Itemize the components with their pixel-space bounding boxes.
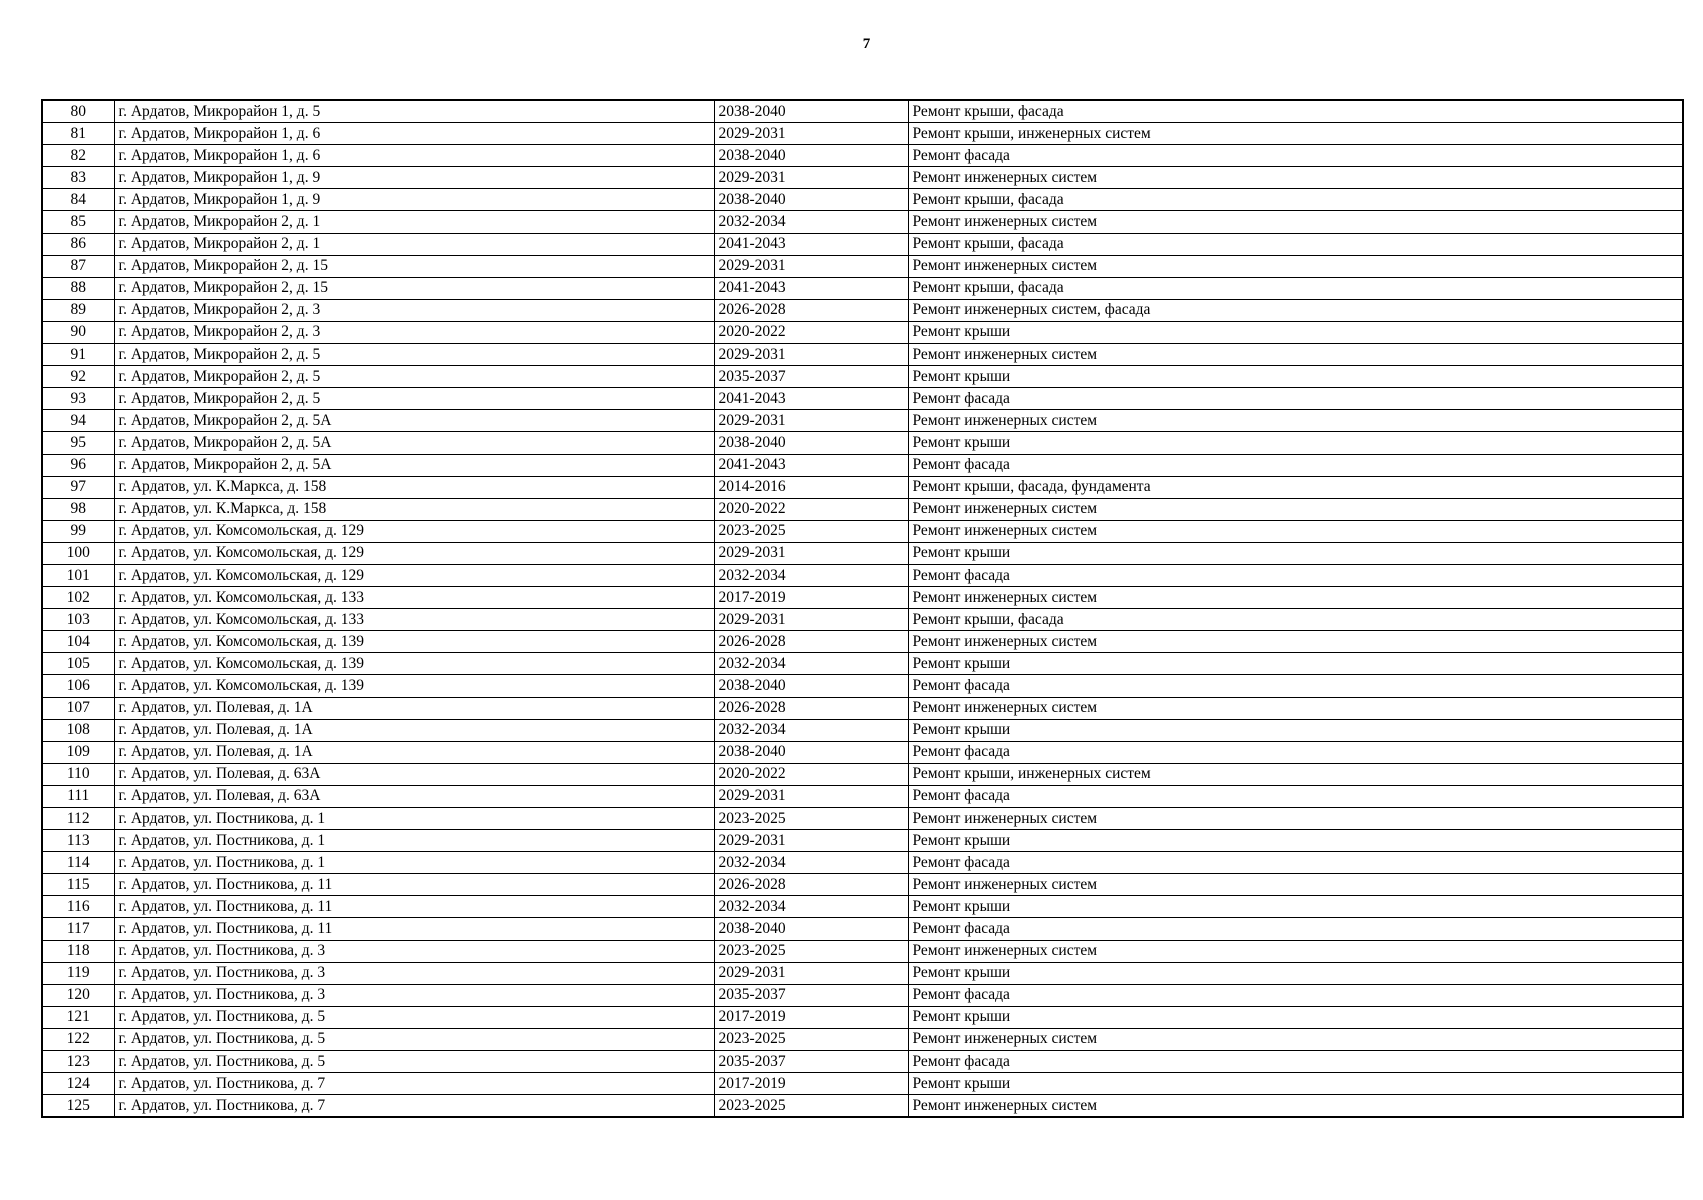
work-type-cell: Ремонт крыши [908,962,1683,984]
work-type-cell: Ремонт крыши, фасада, фундамента [908,476,1683,498]
period-cell: 2029-2031 [714,255,908,277]
address-cell: г. Ардатов, Микрорайон 2, д. 5 [114,388,714,410]
table-row [42,123,1683,145]
row-number: 123 [42,1051,114,1073]
address-cell: г. Ардатов, ул. Постникова, д. 3 [114,984,714,1006]
period-cell: 2026-2028 [714,697,908,719]
period-cell: 2035-2037 [714,984,908,1006]
work-type-cell: Ремонт инженерных систем [908,631,1683,653]
period-cell: 2023-2025 [714,808,908,830]
address-cell: г. Ардатов, ул. Комсомольская, д. 129 [114,520,714,542]
address-cell: г. Ардатов, ул. Комсомольская, д. 129 [114,542,714,564]
period-cell: 2023-2025 [714,520,908,542]
row-number: 104 [42,631,114,653]
table-row [42,520,1683,542]
work-type-cell: Ремонт инженерных систем [908,520,1683,542]
period-cell: 2041-2043 [714,454,908,476]
address-cell: г. Ардатов, ул. Комсомольская, д. 133 [114,609,714,631]
work-type-cell: Ремонт фасада [908,1051,1683,1073]
table-row [42,609,1683,631]
period-cell: 2026-2028 [714,299,908,321]
row-number: 102 [42,587,114,609]
table-row [42,255,1683,277]
work-type-cell: Ремонт крыши, фасада [908,100,1683,123]
address-cell: г. Ардатов, ул. Постникова, д. 3 [114,940,714,962]
work-type-cell: Ремонт инженерных систем [908,697,1683,719]
period-cell: 2038-2040 [714,189,908,211]
work-type-cell: Ремонт крыши [908,719,1683,741]
work-type-cell: Ремонт фасада [908,984,1683,1006]
table-row [42,874,1683,896]
work-type-cell: Ремонт инженерных систем [908,498,1683,520]
table-row [42,1095,1683,1118]
period-cell: 2029-2031 [714,410,908,432]
work-type-cell: Ремонт инженерных систем [908,410,1683,432]
table-row [42,962,1683,984]
period-cell: 2038-2040 [714,741,908,763]
period-cell: 2029-2031 [714,123,908,145]
address-cell: г. Ардатов, Микрорайон 2, д. 5А [114,432,714,454]
period-cell: 2035-2037 [714,366,908,388]
table-row [42,189,1683,211]
address-cell: г. Ардатов, ул. Комсомольская, д. 133 [114,587,714,609]
row-number: 120 [42,984,114,1006]
period-cell: 2023-2025 [714,1028,908,1050]
row-number: 103 [42,609,114,631]
row-number: 114 [42,852,114,874]
table-row [42,100,1683,123]
address-cell: г. Ардатов, ул. Комсомольская, д. 139 [114,631,714,653]
address-cell: г. Ардатов, ул. Постникова, д. 11 [114,896,714,918]
period-cell: 2029-2031 [714,167,908,189]
period-cell: 2035-2037 [714,1051,908,1073]
row-number: 119 [42,962,114,984]
table-row [42,498,1683,520]
work-type-cell: Ремонт фасада [908,785,1683,807]
row-number: 109 [42,741,114,763]
table-row [42,167,1683,189]
work-type-cell: Ремонт инженерных систем [908,1028,1683,1050]
work-type-cell: Ремонт инженерных систем [908,211,1683,233]
work-type-cell: Ремонт инженерных систем [908,940,1683,962]
row-number: 92 [42,366,114,388]
period-cell: 2026-2028 [714,631,908,653]
work-type-cell: Ремонт фасада [908,388,1683,410]
work-type-cell: Ремонт инженерных систем [908,255,1683,277]
work-type-cell: Ремонт крыши [908,830,1683,852]
period-cell: 2032-2034 [714,896,908,918]
row-number: 91 [42,344,114,366]
row-number: 87 [42,255,114,277]
address-cell: г. Ардатов, ул. Полевая, д. 1А [114,741,714,763]
work-type-cell: Ремонт крыши, инженерных систем [908,123,1683,145]
row-number: 80 [42,100,114,123]
address-cell: г. Ардатов, ул. Полевая, д. 63А [114,763,714,785]
period-cell: 2038-2040 [714,675,908,697]
period-cell: 2041-2043 [714,233,908,255]
work-type-cell: Ремонт крыши [908,366,1683,388]
table-row [42,145,1683,167]
period-cell: 2041-2043 [714,388,908,410]
row-number: 108 [42,719,114,741]
table-row [42,321,1683,343]
table-row [42,1028,1683,1050]
period-cell: 2032-2034 [714,653,908,675]
row-number: 105 [42,653,114,675]
period-cell: 2026-2028 [714,874,908,896]
address-cell: г. Ардатов, Микрорайон 1, д. 5 [114,100,714,123]
period-cell: 2017-2019 [714,587,908,609]
address-cell: г. Ардатов, Микрорайон 2, д. 5А [114,410,714,432]
period-cell: 2017-2019 [714,1073,908,1095]
address-cell: г. Ардатов, Микрорайон 1, д. 6 [114,123,714,145]
work-type-cell: Ремонт крыши [908,542,1683,564]
row-number: 124 [42,1073,114,1095]
row-number: 117 [42,918,114,940]
period-cell: 2029-2031 [714,830,908,852]
address-cell: г. Ардатов, ул. Постникова, д. 11 [114,874,714,896]
address-cell: г. Ардатов, Микрорайон 1, д. 9 [114,189,714,211]
period-cell: 2029-2031 [714,344,908,366]
address-cell: г. Ардатов, Микрорайон 2, д. 5 [114,344,714,366]
period-cell: 2032-2034 [714,719,908,741]
period-cell: 2029-2031 [714,609,908,631]
row-number: 116 [42,896,114,918]
work-type-cell: Ремонт крыши [908,1073,1683,1095]
work-type-cell: Ремонт фасада [908,852,1683,874]
table-row [42,852,1683,874]
table-row [42,830,1683,852]
period-cell: 2038-2040 [714,918,908,940]
table-row [42,542,1683,564]
address-cell: г. Ардатов, ул. Полевая, д. 1А [114,697,714,719]
period-cell: 2038-2040 [714,100,908,123]
row-number: 93 [42,388,114,410]
table-row [42,918,1683,940]
address-cell: г. Ардатов, ул. К.Маркса, д. 158 [114,498,714,520]
address-cell: г. Ардатов, ул. Полевая, д. 1А [114,719,714,741]
period-cell: 2029-2031 [714,542,908,564]
row-number: 106 [42,675,114,697]
address-cell: г. Ардатов, ул. Постникова, д. 1 [114,808,714,830]
work-type-cell: Ремонт крыши [908,321,1683,343]
address-cell: г. Ардатов, ул. Постникова, д. 7 [114,1073,714,1095]
table-row [42,476,1683,498]
row-number: 84 [42,189,114,211]
table-row [42,454,1683,476]
table-row [42,808,1683,830]
work-type-cell: Ремонт фасада [908,675,1683,697]
table-row [42,984,1683,1006]
table-row [42,410,1683,432]
period-cell: 2023-2025 [714,1095,908,1118]
address-cell: г. Ардатов, ул. Комсомольская, д. 139 [114,675,714,697]
address-cell: г. Ардатов, Микрорайон 2, д. 5 [114,366,714,388]
table-row [42,587,1683,609]
period-cell: 2014-2016 [714,476,908,498]
row-number: 82 [42,145,114,167]
table-row [42,631,1683,653]
work-type-cell: Ремонт крыши [908,896,1683,918]
row-number: 107 [42,697,114,719]
address-cell: г. Ардатов, ул. Постникова, д. 1 [114,852,714,874]
work-type-cell: Ремонт крыши, фасада [908,189,1683,211]
work-type-cell: Ремонт инженерных систем [908,344,1683,366]
row-number: 100 [42,542,114,564]
table-row [42,299,1683,321]
table-row [42,896,1683,918]
row-number: 89 [42,299,114,321]
row-number: 99 [42,520,114,542]
address-cell: г. Ардатов, ул. Постникова, д. 5 [114,1051,714,1073]
row-number: 115 [42,874,114,896]
table-row [42,344,1683,366]
period-cell: 2032-2034 [714,564,908,586]
work-type-cell: Ремонт фасада [908,145,1683,167]
row-number: 113 [42,830,114,852]
work-type-cell: Ремонт инженерных систем [908,1095,1683,1118]
table-row [42,1073,1683,1095]
table-row [42,432,1683,454]
address-cell: г. Ардатов, Микрорайон 2, д. 3 [114,321,714,343]
address-cell: г. Ардатов, ул. Постникова, д. 11 [114,918,714,940]
row-number: 96 [42,454,114,476]
row-number: 125 [42,1095,114,1118]
period-cell: 2032-2034 [714,211,908,233]
row-number: 83 [42,167,114,189]
table-row [42,366,1683,388]
period-cell: 2017-2019 [714,1006,908,1028]
row-number: 110 [42,763,114,785]
period-cell: 2038-2040 [714,145,908,167]
address-cell: г. Ардатов, ул. Постникова, д. 5 [114,1006,714,1028]
address-cell: г. Ардатов, Микрорайон 1, д. 6 [114,145,714,167]
work-type-cell: Ремонт крыши, фасада [908,233,1683,255]
address-cell: г. Ардатов, Микрорайон 2, д. 3 [114,299,714,321]
address-cell: г. Ардатов, ул. Постникова, д. 7 [114,1095,714,1118]
work-type-cell: Ремонт фасада [908,741,1683,763]
row-number: 90 [42,321,114,343]
table-row [42,233,1683,255]
table-row [42,1006,1683,1028]
row-number: 85 [42,211,114,233]
period-cell: 2020-2022 [714,498,908,520]
work-type-cell: Ремонт крыши, фасада [908,277,1683,299]
address-cell: г. Ардатов, ул. Полевая, д. 63А [114,785,714,807]
row-number: 101 [42,564,114,586]
row-number: 122 [42,1028,114,1050]
row-number: 88 [42,277,114,299]
row-number: 94 [42,410,114,432]
work-type-cell: Ремонт крыши, фасада [908,609,1683,631]
period-cell: 2029-2031 [714,785,908,807]
row-number: 97 [42,476,114,498]
period-cell: 2038-2040 [714,432,908,454]
work-type-cell: Ремонт фасада [908,918,1683,940]
row-number: 81 [42,123,114,145]
period-cell: 2041-2043 [714,277,908,299]
address-cell: г. Ардатов, Микрорайон 2, д. 1 [114,211,714,233]
table-row [42,211,1683,233]
address-cell: г. Ардатов, ул. Комсомольская, д. 139 [114,653,714,675]
row-number: 98 [42,498,114,520]
work-type-cell: Ремонт инженерных систем [908,874,1683,896]
address-cell: г. Ардатов, Микрорайон 2, д. 5А [114,454,714,476]
row-number: 86 [42,233,114,255]
row-number: 118 [42,940,114,962]
period-cell: 2023-2025 [714,940,908,962]
address-cell: г. Ардатов, Микрорайон 1, д. 9 [114,167,714,189]
row-number: 95 [42,432,114,454]
table-row [42,564,1683,586]
address-cell: г. Ардатов, Микрорайон 2, д. 15 [114,255,714,277]
work-type-cell: Ремонт инженерных систем [908,808,1683,830]
address-cell: г. Ардатов, ул. К.Маркса, д. 158 [114,476,714,498]
table-row [42,763,1683,785]
address-cell: г. Ардатов, ул. Постникова, д. 1 [114,830,714,852]
table-row [42,697,1683,719]
period-cell: 2020-2022 [714,763,908,785]
address-cell: г. Ардатов, ул. Постникова, д. 5 [114,1028,714,1050]
address-cell: г. Ардатов, Микрорайон 2, д. 15 [114,277,714,299]
table-row [42,653,1683,675]
row-number: 121 [42,1006,114,1028]
work-type-cell: Ремонт инженерных систем, фасада [908,299,1683,321]
address-cell: г. Ардатов, Микрорайон 2, д. 1 [114,233,714,255]
table-row [42,1051,1683,1073]
period-cell: 2032-2034 [714,852,908,874]
table-row [42,741,1683,763]
row-number: 111 [42,785,114,807]
work-type-cell: Ремонт фасада [908,564,1683,586]
row-number: 112 [42,808,114,830]
table-row [42,675,1683,697]
work-type-cell: Ремонт фасада [908,454,1683,476]
table-row [42,388,1683,410]
work-type-cell: Ремонт инженерных систем [908,587,1683,609]
address-cell: г. Ардатов, ул. Постникова, д. 3 [114,962,714,984]
period-cell: 2029-2031 [714,962,908,984]
repair-schedule-table [41,99,1684,1118]
work-type-cell: Ремонт крыши [908,432,1683,454]
table-row [42,719,1683,741]
work-type-cell: Ремонт крыши, инженерных систем [908,763,1683,785]
table-row [42,785,1683,807]
page-number: 7 [862,36,871,52]
table-row [42,940,1683,962]
period-cell: 2020-2022 [714,321,908,343]
work-type-cell: Ремонт инженерных систем [908,167,1683,189]
table-row [42,277,1683,299]
work-type-cell: Ремонт крыши [908,653,1683,675]
address-cell: г. Ардатов, ул. Комсомольская, д. 129 [114,564,714,586]
work-type-cell: Ремонт крыши [908,1006,1683,1028]
